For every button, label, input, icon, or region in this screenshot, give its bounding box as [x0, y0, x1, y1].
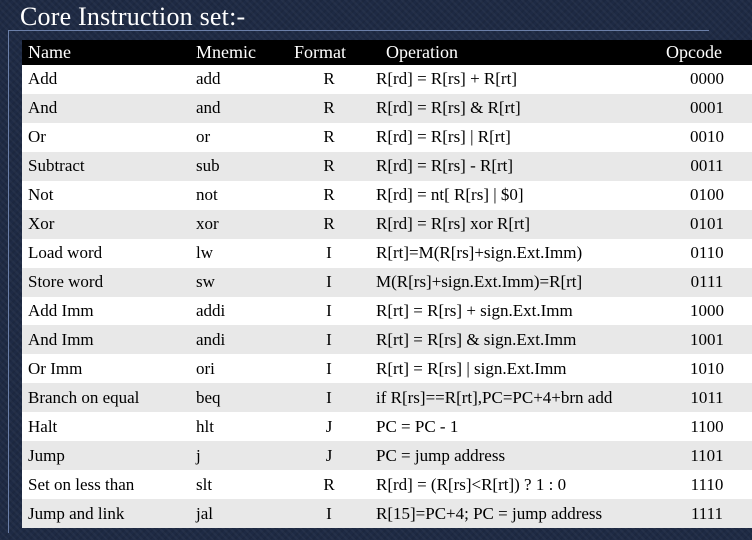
cell-name: Or Imm: [28, 358, 83, 378]
table-row: [22, 354, 752, 383]
cell-name: Or: [28, 127, 46, 147]
cell-mnemonic: sw: [196, 272, 215, 292]
cell-operation: M(R[rs]+sign.Ext.Imm)=R[rt]: [376, 272, 583, 292]
cell-format: R: [323, 185, 335, 205]
cell-name: Xor: [28, 214, 55, 234]
table-row: [22, 123, 752, 152]
table-row: [22, 412, 752, 441]
table-row: [22, 94, 752, 123]
cell-name: Store word: [28, 272, 104, 292]
cell-opcode: 1001: [690, 329, 724, 349]
cell-operation: R[rt] = R[rs] & sign.Ext.Imm: [376, 329, 577, 349]
cell-operation: R[15]=PC+4; PC = jump address: [376, 503, 603, 523]
cell-format: J: [325, 416, 333, 436]
table-row: [22, 499, 752, 528]
cell-operation: R[rt] = R[rs] + sign.Ext.Imm: [376, 300, 573, 320]
cell-opcode: 0000: [690, 69, 724, 89]
cell-opcode: 0110: [690, 243, 724, 263]
header-opcode: Opcode: [666, 42, 722, 62]
header-operation: Operation: [386, 42, 458, 62]
cell-operation: R[rd] = R[rs] xor R[rt]: [376, 214, 531, 234]
cell-operation: R[rd] = R[rs] - R[rt]: [376, 156, 514, 176]
cell-operation: if R[rs]==R[rt],PC=PC+4+brn add: [376, 387, 613, 407]
cell-opcode: 1010: [690, 358, 724, 378]
cell-opcode: 1000: [690, 300, 724, 320]
table-header-row: [22, 40, 752, 65]
cell-format: I: [326, 358, 332, 378]
cell-mnemonic: ori: [196, 358, 215, 378]
cell-opcode: 0100: [690, 185, 724, 205]
table-row: [22, 152, 752, 181]
table-row: [22, 181, 752, 210]
cell-format: R: [323, 69, 335, 89]
cell-opcode: 0111: [690, 272, 724, 292]
cell-mnemonic: xor: [196, 214, 219, 234]
instruction-table-container: [22, 40, 724, 528]
cell-operation: R[rd] = (R[rs]<R[rt]) ? 1 : 0: [376, 474, 567, 494]
cell-format: R: [323, 156, 335, 176]
cell-operation: R[rt] = R[rs] | sign.Ext.Imm: [376, 358, 567, 378]
cell-mnemonic: andi: [196, 329, 226, 349]
table-row: [22, 441, 752, 470]
cell-mnemonic: jal: [196, 503, 213, 523]
cell-operation: PC = jump address: [376, 445, 506, 465]
cell-name: Not: [28, 185, 54, 205]
table-row: [22, 239, 752, 268]
cell-format: J: [325, 445, 333, 465]
cell-name: Add Imm: [28, 300, 94, 320]
table-row: [22, 65, 752, 94]
cell-mnemonic: slt: [196, 474, 213, 494]
cell-operation: R[rd] = nt[ R[rs] | $0]: [376, 185, 524, 205]
cell-name: Subtract: [28, 156, 85, 176]
cell-opcode: 1111: [690, 503, 724, 523]
header-format: Format: [294, 42, 346, 62]
cell-name: Load word: [28, 243, 103, 263]
cell-opcode: 1110: [690, 474, 724, 494]
cell-opcode: 1101: [690, 445, 724, 465]
header-name: Name: [28, 42, 71, 62]
cell-mnemonic: and: [196, 98, 221, 118]
cell-mnemonic: beq: [196, 387, 221, 407]
cell-format: R: [323, 98, 335, 118]
table-row: [22, 297, 752, 326]
table-row: [22, 470, 752, 499]
cell-mnemonic: j: [196, 445, 201, 465]
instruction-table: [22, 40, 752, 528]
cell-mnemonic: hlt: [196, 416, 214, 436]
cell-name: Jump and link: [28, 503, 125, 523]
cell-format: I: [326, 243, 332, 263]
cell-mnemonic: not: [196, 185, 218, 205]
cell-name: Set on less than: [28, 474, 135, 494]
cell-format: I: [326, 329, 332, 349]
table-row: [22, 210, 752, 239]
table-row: [22, 383, 752, 412]
cell-name: Halt: [28, 416, 58, 436]
cell-format: I: [326, 272, 332, 292]
cell-name: Jump: [28, 445, 65, 465]
page-title: Core Instruction set:-: [20, 2, 246, 31]
cell-operation: R[rt]=M(R[rs]+sign.Ext.Imm): [376, 243, 583, 263]
cell-opcode: 1011: [690, 387, 724, 407]
cell-operation: R[rd] = R[rs] + R[rt]: [376, 69, 517, 89]
cell-name: And: [28, 98, 58, 118]
cell-opcode: 0011: [690, 156, 724, 176]
cell-operation: PC = PC - 1: [376, 416, 459, 436]
cell-name: Add: [28, 69, 58, 89]
cell-name: Branch on equal: [28, 387, 140, 407]
cell-format: R: [323, 214, 335, 234]
cell-format: I: [326, 300, 332, 320]
cell-opcode: 1100: [690, 416, 724, 436]
cell-mnemonic: lw: [196, 243, 213, 263]
cell-mnemonic: or: [196, 127, 211, 147]
cell-opcode: 0010: [690, 127, 724, 147]
table-row: [22, 268, 752, 297]
cell-format: I: [326, 503, 332, 523]
cell-mnemonic: add: [196, 69, 221, 89]
cell-name: And Imm: [28, 329, 94, 349]
table-row: [22, 325, 752, 354]
cell-opcode: 0101: [690, 214, 724, 234]
cell-mnemonic: sub: [196, 156, 220, 176]
cell-operation: R[rd] = R[rs] & R[rt]: [376, 98, 521, 118]
cell-format: R: [323, 127, 335, 147]
cell-mnemonic: addi: [196, 300, 226, 320]
cell-format: I: [326, 387, 332, 407]
header-mnemonic: Mnemic: [196, 42, 256, 62]
cell-format: R: [323, 474, 335, 494]
cell-operation: R[rd] = R[rs] | R[rt]: [376, 127, 511, 147]
cell-opcode: 0001: [690, 98, 724, 118]
